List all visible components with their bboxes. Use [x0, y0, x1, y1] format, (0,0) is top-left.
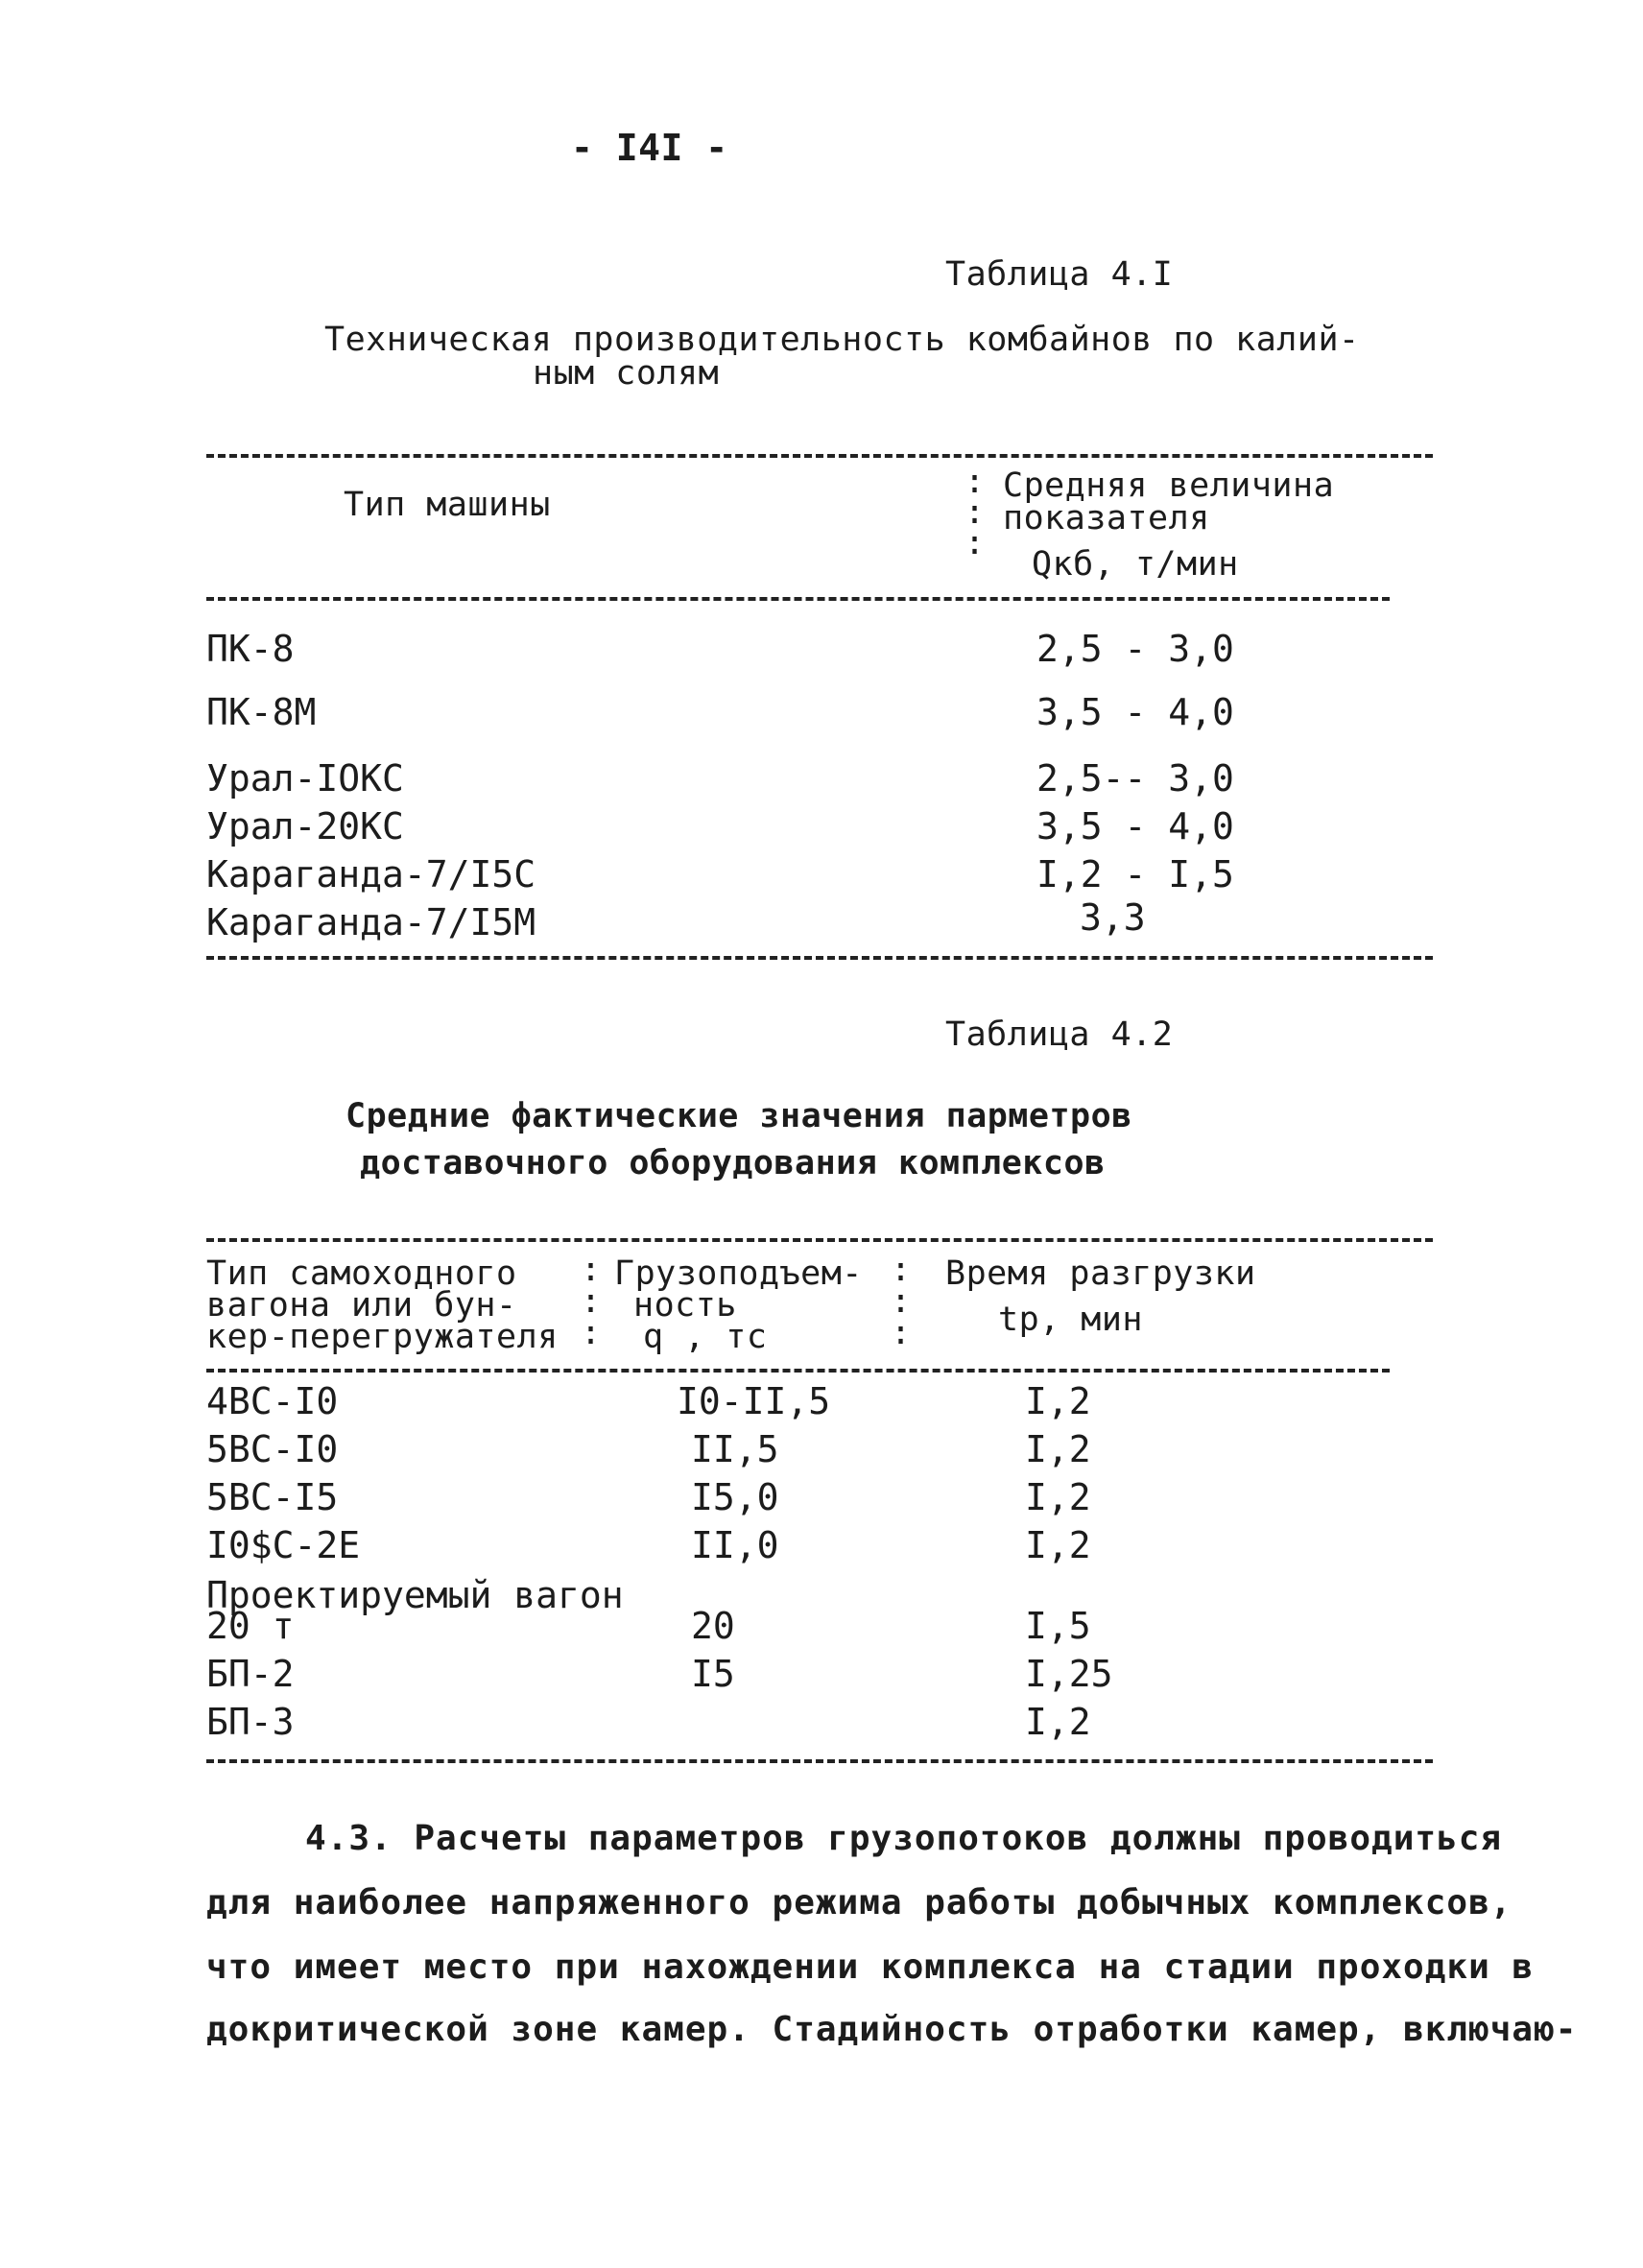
paragraph-line-3: что имеет место при нахождении комплекса на стадии проходки в	[206, 1947, 1535, 1987]
paragraph-line-2: для наиболее напряженного режима работы добычных комплексов,	[206, 1883, 1512, 1922]
table-2-row-name: БП-2	[206, 1653, 295, 1695]
table-1-header-separator: : : :	[964, 463, 986, 562]
table-2-row-name: 4ВС-I0	[206, 1380, 339, 1422]
table-1-row-name: Урал-IOKC	[206, 757, 404, 800]
page-number: - I4I -	[571, 127, 728, 169]
table-2-row-capacity: I5,0	[691, 1476, 779, 1518]
table-2-col1-header-line-3: кер-перегружателя	[206, 1318, 559, 1356]
table-1-title-line-2: ным солям	[533, 354, 720, 393]
table-2-col3-header-line-2: tр, мин	[998, 1301, 1144, 1339]
table-2-row-capacity: I5	[691, 1653, 735, 1695]
table-2-row-time: I,2	[1025, 1476, 1091, 1518]
table-2-title-line-1: Средние фактические значения парметров	[345, 1097, 1132, 1135]
table-1-header-rule	[206, 597, 1390, 601]
table-2-row-time: I,2	[1025, 1701, 1091, 1743]
table-2-row-time: I,2	[1025, 1428, 1091, 1470]
table-1-row-value: 3,5 - 4,0	[1036, 805, 1234, 848]
table-1-bottom-rule	[206, 956, 1433, 960]
table-2-row-name: I0$C-2E	[206, 1524, 361, 1566]
table-1-row-name: ПК-8	[206, 628, 295, 670]
table-1-col2-header-line-3: Qкб, т/мин	[1032, 545, 1239, 584]
table-1-row-value: 3,3	[1080, 896, 1146, 939]
table-1-row-name: Караганда-7/I5M	[206, 901, 536, 943]
table-1-title-line-1: Техническая производительность комбайнов по калий-	[324, 321, 1360, 359]
table-1-row-value: I,2 - I,5	[1036, 853, 1234, 895]
table-2-header-separator-1: : : :	[581, 1251, 602, 1352]
table-1-row-value: 2,5 - 3,0	[1036, 628, 1234, 670]
table-2-col1-header-line-2: вагона или бун-	[206, 1286, 517, 1325]
table-2-row-capacity: I0-II,5	[677, 1380, 831, 1422]
table-1-row-value: 3,5 - 4,0	[1036, 691, 1234, 733]
table-1-col2-header-line-2: показателя	[1003, 499, 1210, 537]
table-2-header-rule	[206, 1369, 1390, 1373]
table-2-col2-header-line-1: Грузоподъем-	[614, 1254, 863, 1293]
table-1-caption: Таблица 4.I	[945, 255, 1174, 294]
table-2-bottom-rule	[206, 1759, 1433, 1763]
table-1-col2-header-line-1: Средняя величина	[1003, 466, 1335, 505]
table-2-row-name: 5BC-I5	[206, 1476, 339, 1518]
table-2-row-name: БП-3	[206, 1701, 295, 1743]
table-2-caption: Таблица 4.2	[945, 1015, 1174, 1054]
table-2-row-capacity: II,5	[691, 1428, 779, 1470]
table-1-row-name: ПК-8М	[206, 691, 317, 733]
table-2-row-name-line-1: Проектируемый вагон	[206, 1574, 624, 1616]
table-1-col1-header: Тип машины	[344, 486, 551, 524]
table-2-row-name-line-2: 20 т	[206, 1605, 295, 1647]
paragraph-line-1: 4.3. Расчеты параметров грузопотоков должны проводиться	[305, 1819, 1503, 1858]
table-2-col2-header-line-2: ность	[633, 1286, 737, 1325]
table-1-row-name: Караганда-7/I5C	[206, 853, 536, 895]
table-1-row-value: 2,5-- 3,0	[1036, 757, 1234, 800]
table-2-row-capacity: II,0	[691, 1524, 779, 1566]
table-2-col3-header-line-1: Время разгрузки	[945, 1254, 1256, 1293]
table-2-row-time: I,5	[1025, 1605, 1091, 1647]
table-2-col2-header-line-3: q , тс	[643, 1318, 768, 1356]
table-2-row-time: I,2	[1025, 1524, 1091, 1566]
table-2-row-time: I,25	[1025, 1653, 1113, 1695]
paragraph-line-4: докритической зоне камер. Стадийность отработки камер, включаю-	[206, 2010, 1578, 2049]
table-2-top-rule	[206, 1238, 1433, 1242]
table-2-row-capacity: 20	[691, 1605, 735, 1647]
table-1-row-name: Урал-20КС	[206, 805, 404, 848]
table-2-title-line-2: доставочного оборудования комплексов	[360, 1144, 1106, 1182]
table-1-top-rule	[206, 454, 1433, 458]
table-2-row-time: I,2	[1025, 1380, 1091, 1422]
table-2-header-separator-2: : : :	[891, 1251, 912, 1352]
table-2-col1-header-line-1: Тип самоходного	[206, 1254, 517, 1293]
table-2-row-name: 5BC-I0	[206, 1428, 339, 1470]
